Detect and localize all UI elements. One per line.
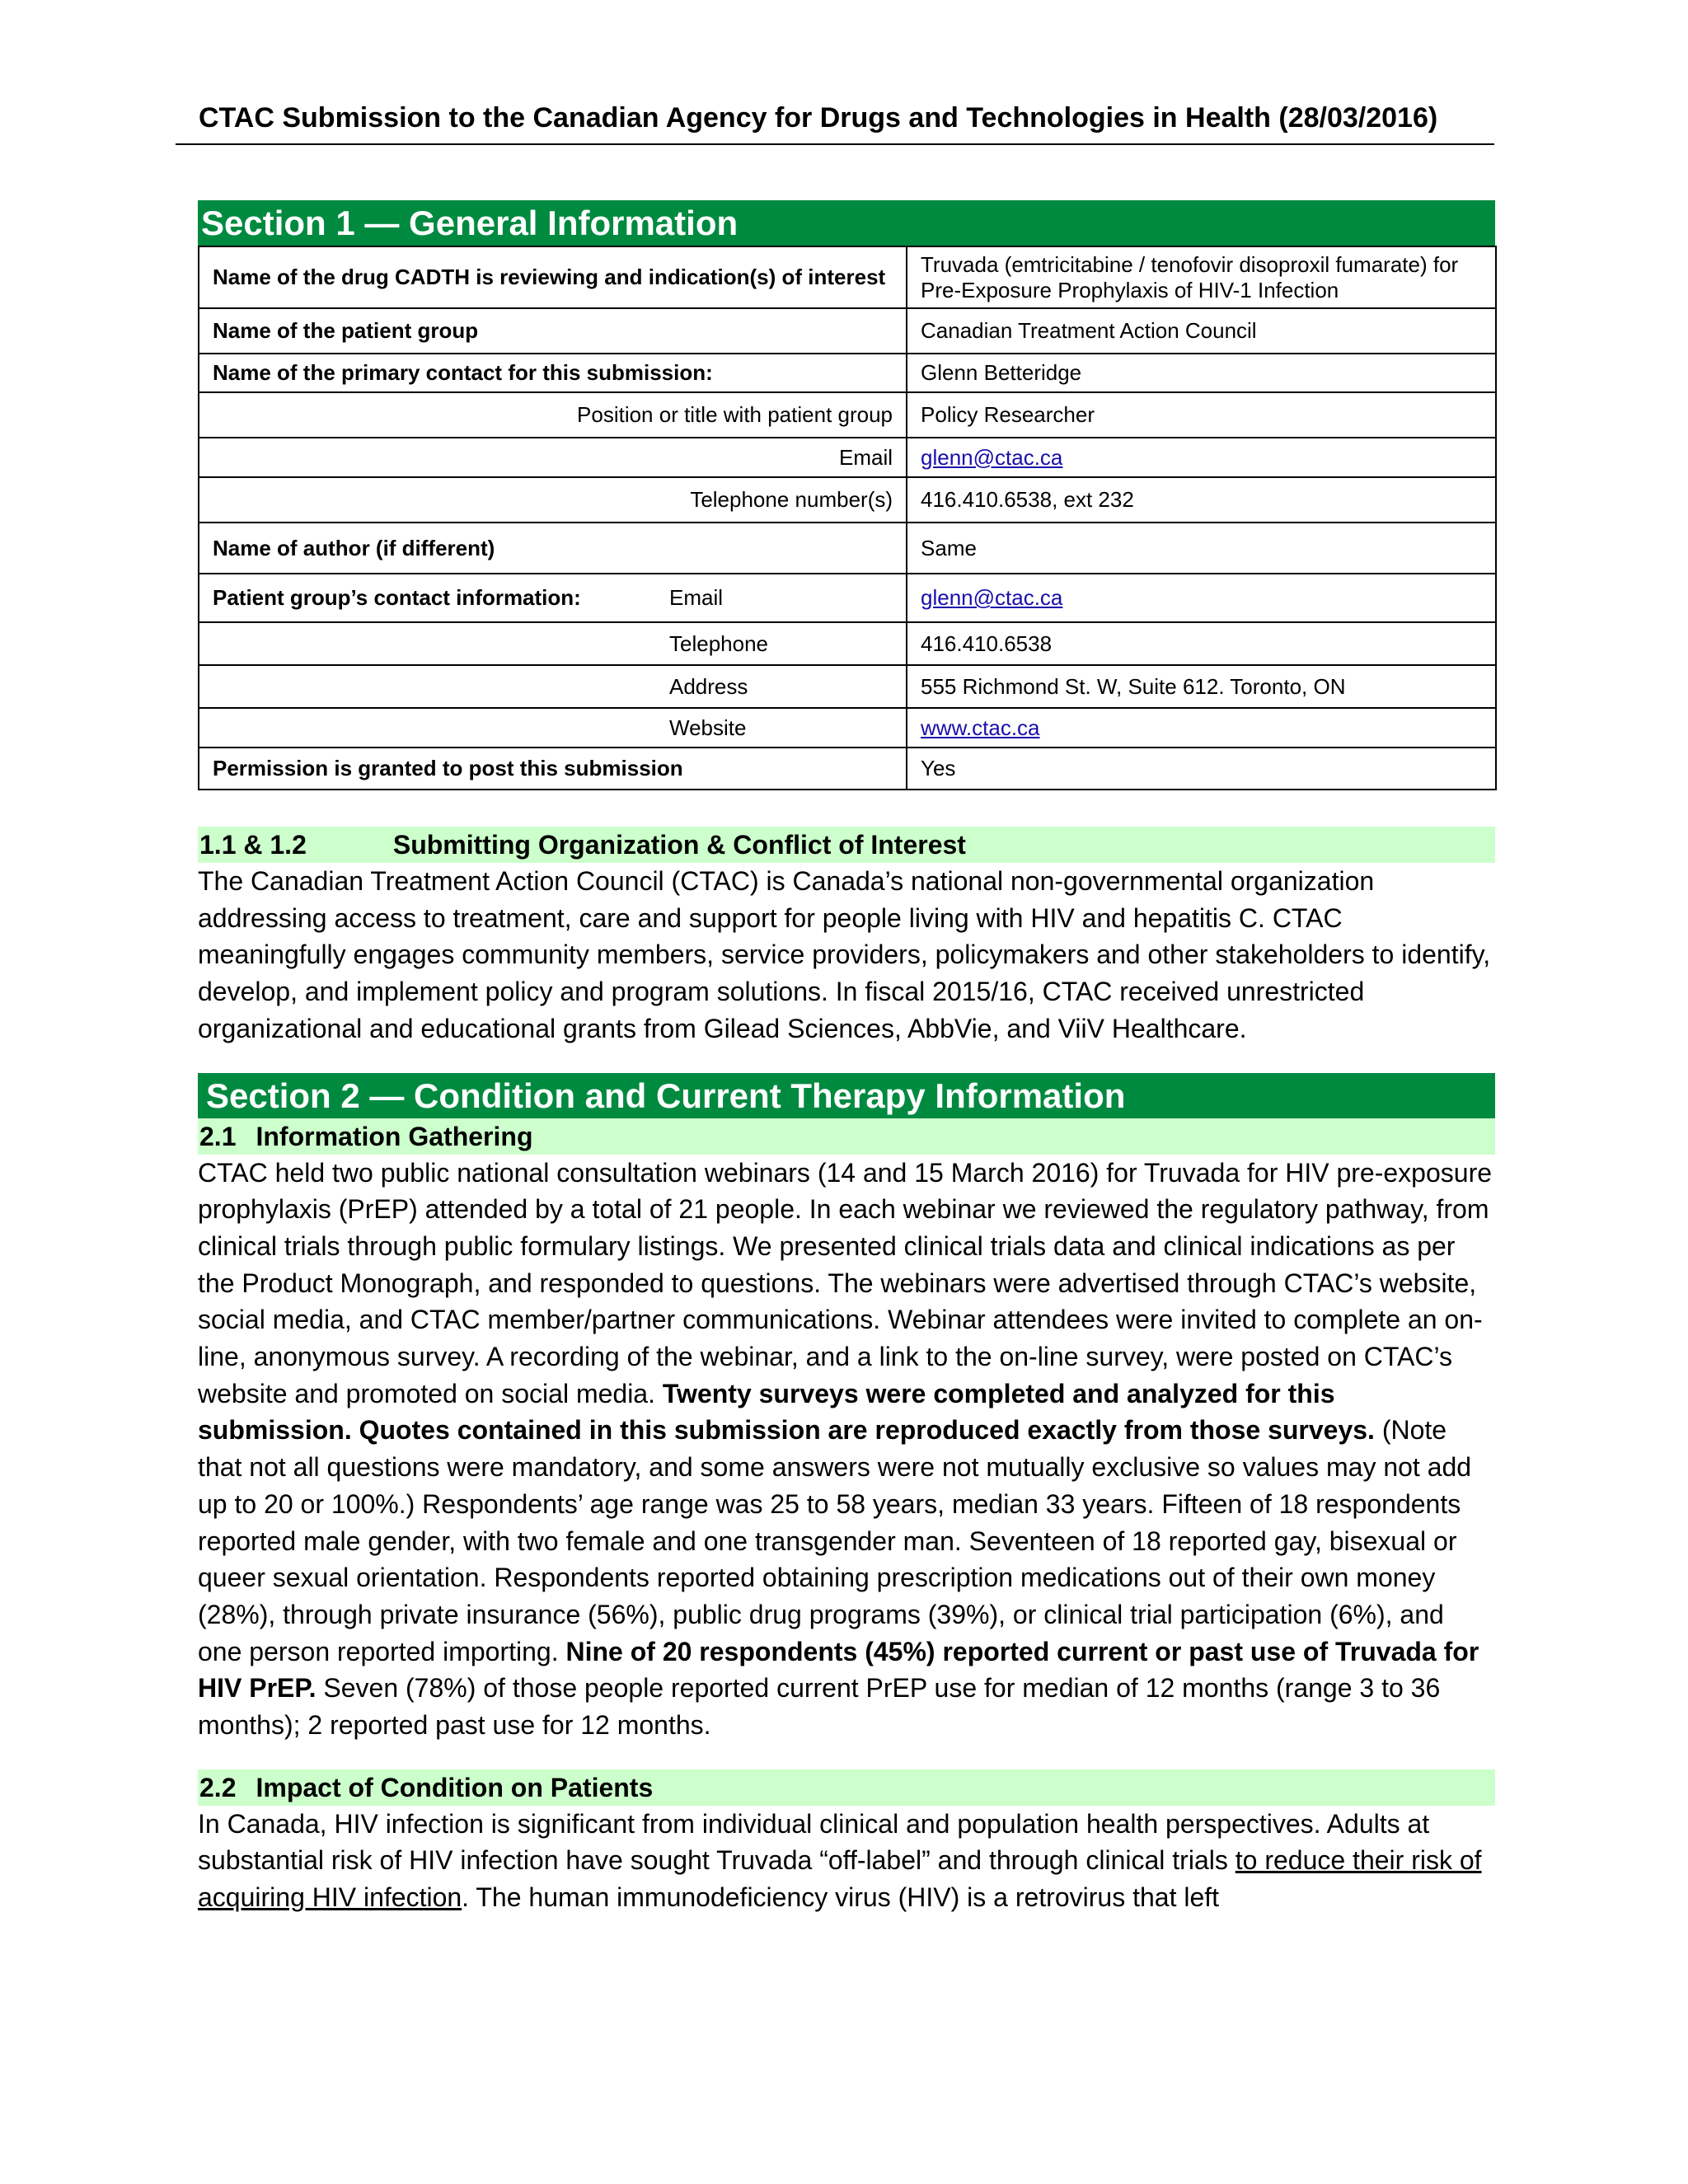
author-label: Name of author (if different) <box>199 523 907 574</box>
underlined-phrase: to reduce their risk of acquiring HIV infection <box>198 1845 1482 1913</box>
patient-group-value: Canadian Treatment Action Council <box>907 308 1496 354</box>
primary-contact-label: Name of the primary contact for this submission: <box>199 354 907 392</box>
information-gathering-paragraph: CTAC held two public national consultation webinars (14 and 15 March 2016) for Truvada for HIV pre-exposure prophylaxis (PrEP) attended by a total of 21 people. In each webinar we reviewed the regulatory pathway, from clinical trials through public formulary listings. We presented clinical trials data and clinical indications as per the Product Monograph, and responded to questions. The webinars were advertised through CTAC’s website, social media, and CTAC member/partner communications. Webinar attendees were invited to complete an on-line, anonymous survey. A recording of the webinar, and a link to the on-line survey, were posted on CTAC’s website and promoted on social media. Twenty surveys were completed and analyzed for this submission. Quotes contained in this submission are reproduced exactly from those surveys. (Note that not all questions were mandatory, and some answers were not mutually exclusive so values may not add up to 20 or 100%.) Respondents’ age range was 25 to 58 years, median 33 years. Fifteen of 18 respondents reported male gender, with two female and one transgender man. Seventeen of 18 reported gay, bisexual or queer sexual orientation. Respondents reported obtaining prescription medications out of their own money (28%), through private insurance (56%), public drug programs (39%), or clinical trial participation (6%), and one person reported importing. Nine of 20 respondents (45%) reported current or past use of Truvada for HIV PrEP. Seven (78%) of those people reported current PrEP use for median of 12 months (range 3 to 36 months); 2 reported past use for 12 months. <box>198 1157 1493 1741</box>
email-cell <box>907 438 1496 477</box>
subheading-2-2 <box>198 1769 1495 1806</box>
group-email-label: Email <box>656 574 907 622</box>
group-website-cell <box>907 708 1496 748</box>
page-header-title: CTAC Submission to the Canadian Agency for Drugs and Technologies in Health (28/03/2016) <box>199 102 1438 134</box>
table-row <box>199 622 1496 665</box>
patient-group-label: Name of the patient group <box>199 308 907 354</box>
table-row <box>199 708 1496 748</box>
author-value: Same <box>907 523 1496 574</box>
subheading-1-1 <box>198 827 1495 863</box>
telephone-value: 416.410.6538, ext 232 <box>907 477 1496 523</box>
subheading-title: Submitting Organization & Conflict of Interest <box>392 830 966 860</box>
subheading-2-1 <box>198 1118 1495 1155</box>
table-row <box>199 354 1496 392</box>
drug-value: Truvada (emtricitabine / tenofovir disoproxil fumarate) for Pre-Exposure Prophylaxis of HIV-1 Infection <box>907 246 1496 308</box>
subheading-number: 2.1 <box>199 1121 237 1151</box>
table-row <box>199 665 1496 708</box>
table-row <box>199 438 1496 477</box>
website-link[interactable]: www.ctac.ca <box>921 715 1040 740</box>
page-header <box>176 97 1494 145</box>
section-2-title: Section 2 — Condition and Current Therapy Information <box>206 1076 1126 1115</box>
email-link[interactable]: glenn@ctac.ca <box>921 444 1063 470</box>
group-telephone-value: 416.410.6538 <box>907 622 1496 665</box>
telephone-label: Telephone number(s) <box>199 477 907 523</box>
subheading-title: Impact of Condition on Patients <box>256 1772 654 1802</box>
position-label: Position or title with patient group <box>199 392 907 438</box>
table-row <box>199 246 1496 308</box>
general-information-table <box>198 246 1497 790</box>
table-row <box>199 523 1496 574</box>
group-telephone-label: Telephone <box>656 622 907 665</box>
bold-statement: Nine of 20 respondents (45%) reported current or past use of Truvada for HIV PrEP. <box>198 1636 1479 1704</box>
subheading-number: 2.2 <box>199 1772 237 1802</box>
primary-contact-value: Glenn Betteridge <box>907 354 1496 392</box>
table-row <box>199 392 1496 438</box>
group-website-label: Website <box>656 708 907 748</box>
position-value: Policy Researcher <box>907 392 1496 438</box>
permission-label: Permission is granted to post this submission <box>199 748 907 790</box>
group-email-cell <box>907 574 1496 622</box>
group-email-link[interactable]: glenn@ctac.ca <box>921 585 1063 610</box>
organization-paragraph: The Canadian Treatment Action Council (CTAC) is Canada’s national non-governmental organization addressing access to treatment, care and support for people living with HIV and hepatitis C. CTAC meaningfully engages community members, service providers, policymakers and other stakeholders to identify, develop, and implement policy and program solutions. In fiscal 2015/16, CTAC received unrestricted organizational and educational grants from Gilead Sciences, AbbVie, and ViiV Healthcare. <box>198 866 1491 1043</box>
table-row <box>199 477 1496 523</box>
table-row <box>199 574 1496 622</box>
group-address-value: 555 Richmond St. W, Suite 612. Toronto, ON <box>907 665 1496 708</box>
subheading-number: 1.1 & 1.2 <box>199 830 307 860</box>
table-row <box>199 308 1496 354</box>
subheading-title: Information Gathering <box>256 1121 533 1151</box>
impact-paragraph: In Canada, HIV infection is significant from individual clinical and population health perspectives. Adults at substantial risk of HIV infection have sought Truvada “off-label” and through clinical trials to reduce their risk of acquiring HIV infection. The human immunodeficiency virus (HIV) is a retrovirus that left <box>198 1808 1482 1913</box>
group-address-label: Address <box>656 665 907 708</box>
group-contact-label: Patient group’s contact information: <box>199 574 656 622</box>
table-row <box>199 748 1496 790</box>
permission-value: Yes <box>907 748 1496 790</box>
bold-statement: Twenty surveys were completed and analyzed for this submission. Quotes contained in this submission are reproduced exactly from those surveys. <box>198 1378 1375 1446</box>
section-2-banner <box>198 1073 1495 1118</box>
email-label: Email <box>199 438 907 477</box>
section-1-banner: Section 1 — General Information <box>198 200 1495 246</box>
document-body <box>198 200 1495 1916</box>
drug-label: Name of the drug CADTH is reviewing and indication(s) of interest <box>199 246 907 308</box>
